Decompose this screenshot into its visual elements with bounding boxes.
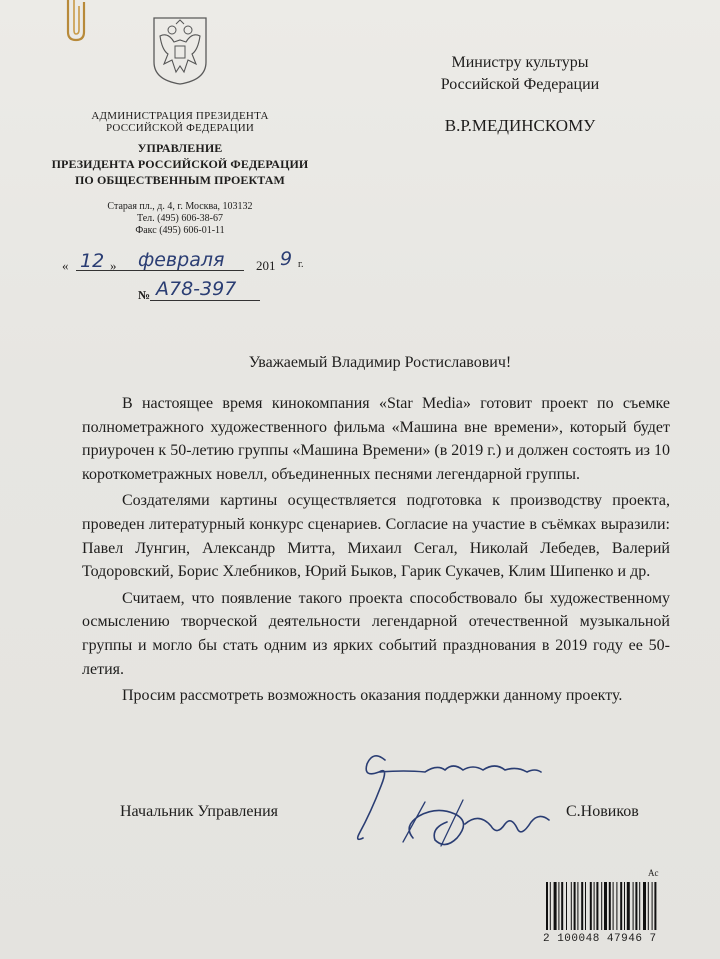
barcode-bar [609,882,611,930]
barcode-number: 2 100048 47946 7 [543,933,657,945]
date-open-quote: « [62,258,69,273]
letter-body [82,392,670,711]
barcode-bar [596,882,598,930]
addressee-line-2: Российской Федерации [440,76,600,93]
addressee-name: В.Р.МЕДИНСКОМУ [444,116,596,135]
dept-line-3: ПО ОБЩЕСТВЕННЫМ ПРОЕКТАМ [74,173,285,187]
sender-contacts [80,201,280,237]
barcode-bar [566,882,567,930]
barcode-bar [633,882,634,930]
barcode-bar [581,882,583,930]
barcode-bar [639,882,640,930]
barcode-bar [590,882,592,930]
barcode-bar [574,882,576,930]
date-month: февраля [138,249,225,271]
paragraph-4: Просим рассмотреть возможность оказания поддержки данному проекту. [122,687,623,705]
sender-organization [60,110,300,134]
barcode-bar [558,882,559,930]
paragraph-3: Считаем, что появление такого проекта способствовало бы художественному осмыслению творческой деятельности легендарной отечественной музыкальной группы и могло бы стать одним из ярких событий празднования в 2019 году ее 50-летия. [82,589,670,678]
org-line-1: АДМИНИСТРАЦИЯ ПРЕЗИДЕНТА [91,110,269,122]
date-close-quote: » [110,258,117,273]
sender-fax: Факс (495) 606-01-11 [135,225,225,236]
barcode-bar [654,882,656,930]
barcode-bar [604,882,607,930]
barcode-bar [635,882,637,930]
barcode-bar [601,882,602,930]
letter-number [138,280,278,302]
date-year-prefix: 201 [256,258,276,273]
paragraph-2: Создателями картины осуществляется подготовка к производству проекта, проведен литературный конкурс сценариев. Согласие на участие в съёмках выразили: Павел Лунгин, Александр Митта, Михаил Сегал, Николай Лебедев, Валерий Тодоровский, Борис Хлебников, Юрий Быков, Гарик Сукачев, Клим Шипенко и др. [82,492,670,581]
addressee-block [400,52,640,96]
barcode-bar [620,882,622,930]
barcode-bar [652,882,653,930]
signatory-title: Начальник Управления [120,803,278,820]
dept-line-1: УПРАВЛЕНИЕ [137,141,223,155]
coat-of-arms-emblem [150,14,210,86]
sender-department [40,140,320,188]
paper-clip [62,0,90,42]
barcode-bar [546,882,548,930]
barcode-bar [643,882,646,930]
date-year-suffix: 9 [280,248,293,270]
barcode-bar [648,882,649,930]
paragraph-1: В настоящее время кинокомпания «Star Media» готовит проект по съемке полнометражного художественного фильма «Машина вне времени», который будет приурочен к 50-летию группы «Машина Времени» (в 2019 г.) и должен состоять из 10 короткометражных новелл, объединенных песнями легендарной группы. [82,395,670,483]
barcode [540,876,710,936]
handwritten-signature [345,742,570,862]
barcode-bar [594,882,595,930]
barcode-bar [571,882,572,930]
barcode-bar [561,882,563,930]
sender-address: Старая пл., д. 4, г. Москва, 103132 [107,201,253,212]
letter-date [60,248,310,276]
date-underline [76,270,244,271]
barcode-bar [613,882,614,930]
addressee-line-1: Министру культуры [451,54,589,71]
date-year-abbr: г. [298,259,304,270]
barcode-bar [624,882,625,930]
org-line-2: РОССИЙСКОЙ ФЕДЕРАЦИИ [105,122,255,134]
barcode-bar [577,882,578,930]
number-value: А78-397 [156,278,237,300]
number-sign: № [138,288,151,302]
greeting: Уважаемый Владимир Ростиславович! [248,354,512,371]
reference-mark: Ac [648,868,659,878]
date-day: 12 [80,250,105,272]
sender-phone: Тел. (495) 606-38-67 [137,213,223,224]
barcode-bar [554,882,557,930]
barcode-bar [550,882,551,930]
signatory-name: С.Новиков [566,803,639,820]
barcode-bar [627,882,630,930]
barcode-bar [616,882,617,930]
number-underline [150,300,260,301]
barcode-bar [585,882,586,930]
dept-line-2: ПРЕЗИДЕНТА РОССИЙСКОЙ ФЕДЕРАЦИИ [51,157,309,171]
